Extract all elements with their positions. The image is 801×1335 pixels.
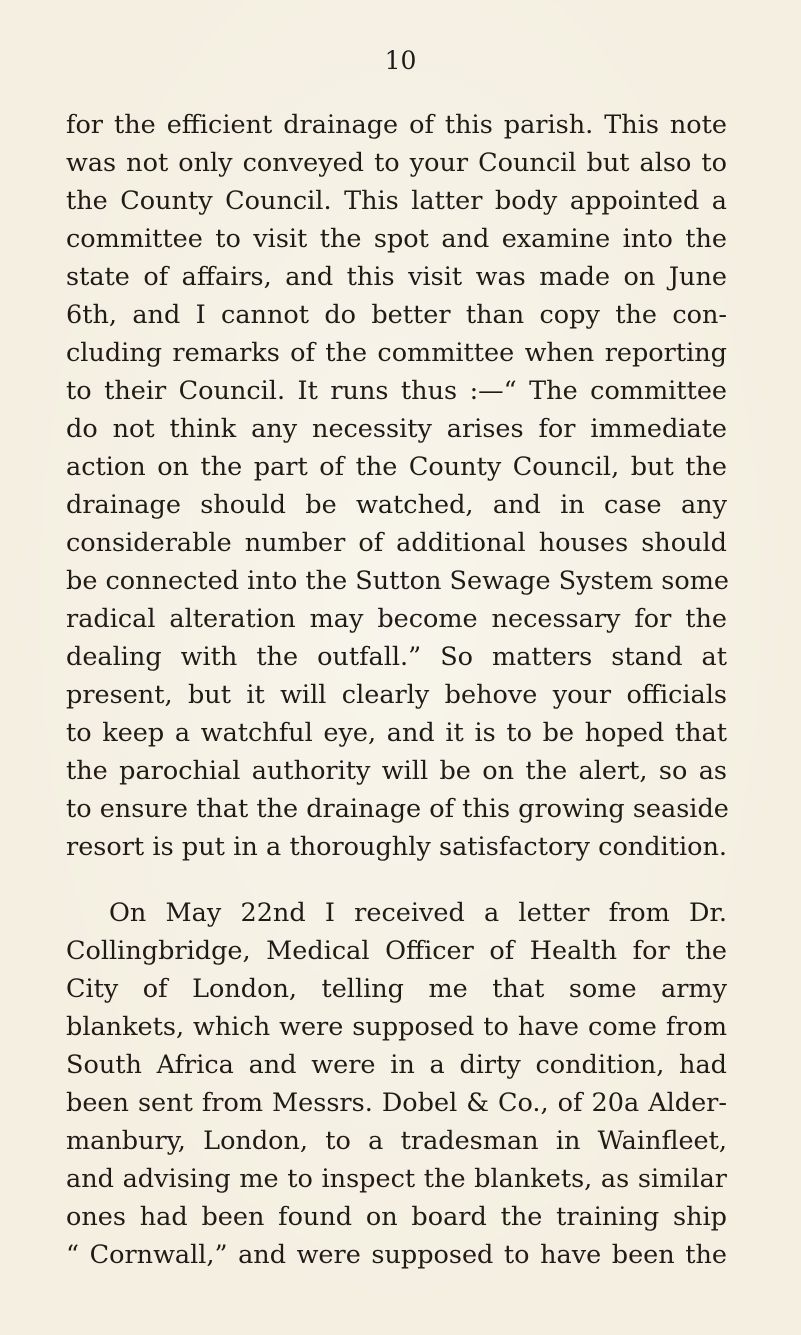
text-line: to keep a watchful eye, and it is to be hoped that: [66, 718, 727, 748]
text-line: the County Council. This latter body appointed a: [66, 186, 727, 216]
text-line: “ Cornwall,” and were supposed to have been the: [66, 1240, 727, 1270]
text-line: present, but it will clearly behove your officials: [66, 680, 727, 710]
text-line: dealing with the outfall.” So matters stand at: [66, 642, 727, 672]
text-line: committee to visit the spot and examine into the: [66, 224, 727, 254]
text-line: been sent from Messrs. Dobel & Co., of 20a Alder-: [66, 1088, 727, 1118]
text-line: Collingbridge, Medical Officer of Health for the: [66, 936, 727, 966]
text-line: drainage should be watched, and in case any: [66, 490, 727, 520]
text-line: considerable number of additional houses should: [66, 528, 727, 558]
text-line: was not only conveyed to your Council but also to: [66, 148, 727, 178]
text-line: South Africa and were in a dirty condition, had: [66, 1050, 727, 1080]
text-line: do not think any necessity arises for immediate: [66, 414, 727, 444]
text-line: resort is put in a thoroughly satisfactory condition.: [66, 832, 727, 862]
text-line: manbury, London, to a tradesman in Wainfleet,: [66, 1126, 727, 1156]
text-line: to their Council. It runs thus :—“ The committee: [66, 376, 727, 406]
text-line: be connected into the Sutton Sewage System some: [66, 566, 729, 596]
text-line: to ensure that the drainage of this growing seaside: [66, 794, 729, 824]
text-line: the parochial authority will be on the alert, so as: [66, 756, 727, 786]
text-line: for the efficient drainage of this parish. This note: [66, 110, 727, 140]
page-number: 10: [384, 46, 417, 75]
text-line: radical alteration may become necessary for the: [66, 604, 727, 634]
text-line: state of affairs, and this visit was made on June: [66, 262, 727, 292]
text-line: cluding remarks of the committee when reporting: [66, 338, 727, 368]
text-line: ones had been found on board the training ship: [66, 1202, 727, 1232]
text-line: On May 22nd I received a letter from Dr.: [109, 898, 727, 928]
text-line: 6th, and I cannot do better than copy the con-: [66, 300, 727, 330]
text-line: blankets, which were supposed to have come from: [66, 1012, 727, 1042]
text-line: action on the part of the County Council, but the: [66, 452, 727, 482]
text-line: City of London, telling me that some army: [66, 974, 727, 1004]
text-line: and advising me to inspect the blankets, as similar: [66, 1164, 727, 1194]
